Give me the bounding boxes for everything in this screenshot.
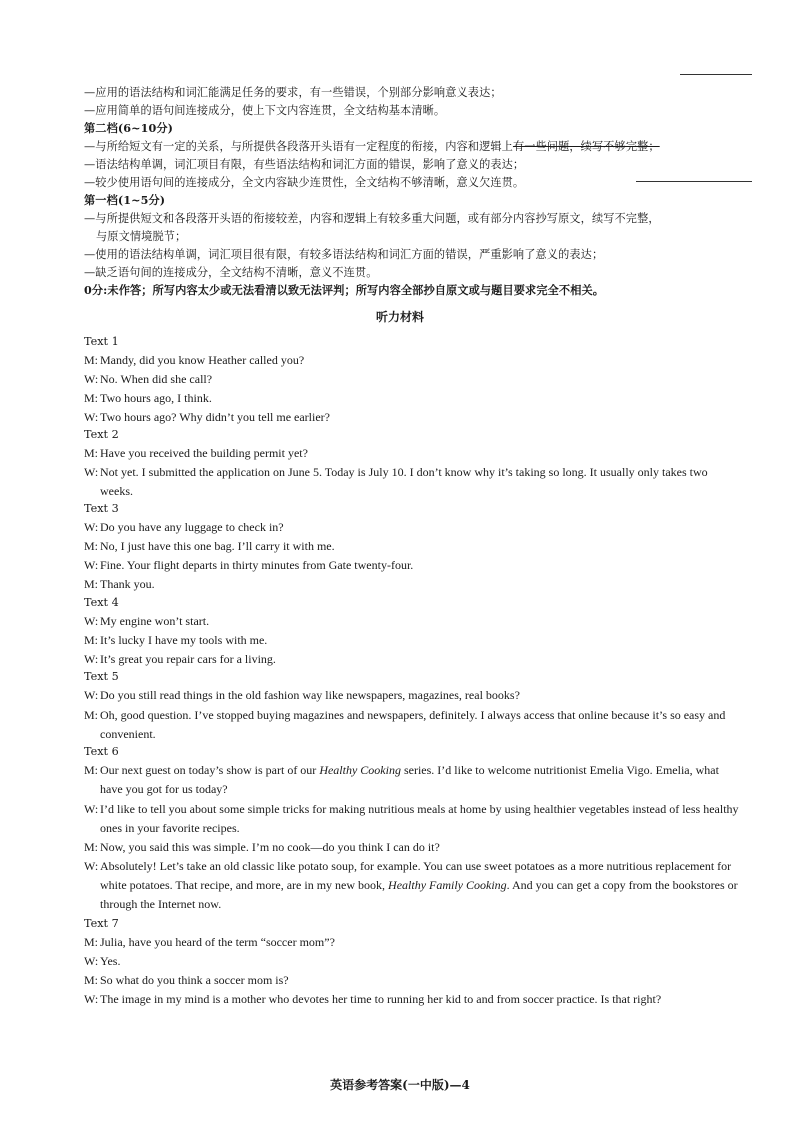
utterance: Have you received the building permit yet? xyxy=(100,446,308,460)
dialogue-line xyxy=(84,612,740,631)
speaker: M: xyxy=(84,840,99,854)
speaker: W: xyxy=(84,992,99,1006)
dialogue-line xyxy=(84,686,740,705)
dialogue-line xyxy=(84,444,740,463)
dialogue-line xyxy=(84,650,740,669)
utterance-part: Our next guest on today’s show is part of our xyxy=(100,763,320,777)
dialogue-line xyxy=(84,933,740,952)
book-title: Healthy Family Cooking xyxy=(388,878,507,892)
dialogue-line xyxy=(84,389,740,408)
utterance: I’d like to tell you about some simple tricks for making nutritious meals at home by using healthier vegetables instead of less healthy ones in your favorite recipes. xyxy=(100,802,739,835)
blank-line-top xyxy=(680,74,752,75)
dialogue-line xyxy=(84,857,740,914)
rubric-line xyxy=(84,138,745,154)
speaker: W: xyxy=(84,802,99,816)
speaker: M: xyxy=(84,935,99,949)
dialogue-line xyxy=(84,463,740,501)
speaker: M: xyxy=(84,353,99,367)
speaker: M: xyxy=(84,539,99,553)
rubric-text: —与所给短文有一定的关系，与所提供各段落开头语有一定程度的衔接，内容和逻辑上 xyxy=(84,140,513,153)
utterance: Oh, good question. I’ve stopped buying magazines and newspapers, definitely. I always access that online because it’s so easy and convenient. xyxy=(100,708,726,741)
dialogue-line xyxy=(84,408,740,427)
speaker: M: xyxy=(84,446,99,460)
utterance: Do you have any luggage to check in? xyxy=(100,520,284,534)
utterance: Fine. Your flight departs in thirty minutes from Gate twenty-four. xyxy=(100,558,414,572)
utterance: Julia, have you heard of the term “soccer mom”? xyxy=(100,935,335,949)
speaker: W: xyxy=(84,859,99,873)
speaker: M: xyxy=(84,633,99,647)
rubric-line: 0分:未作答；所写内容太少或无法看清以致无法评判；所写内容全部抄自原文或与题目要求完全不相关。 xyxy=(84,283,605,297)
text-label: Text 4 xyxy=(84,596,119,609)
rubric-line: —应用的语法结构和词汇能满足任务的要求，有一些错误，个别部分影响意义表达； xyxy=(84,86,502,99)
rubric-line: —与所提供短文和各段落开头语的衔接较差，内容和逻辑上有较多重大问题，或有部分内容抄写原文，续写不完整， xyxy=(84,212,660,225)
speaker: W: xyxy=(84,614,99,628)
text-label: Text 3 xyxy=(84,502,119,515)
utterance: The image in my mind is a mother who devotes her time to running her kid to and from soccer practice. Is that right? xyxy=(100,992,662,1006)
rubric-line: —较少使用语句间的连接成分，全文内容缺少连贯性，全文结构不够清晰，意义欠连贯。 xyxy=(84,176,525,189)
page-footer: 英语参考答案(一中版)—4 xyxy=(330,1078,470,1092)
speaker: W: xyxy=(84,520,99,534)
utterance-part: Absolutely! Let’s take an old classic like potato soup, for example. You can use sweet potatoes as a more nutritious replacement for white potatoes. That recipe, and more, are in my new book, xyxy=(100,859,732,892)
utterance: Two hours ago? Why didn’t you tell me earlier? xyxy=(100,410,330,424)
rubric-line: —应用简单的语句间连接成分，使上下文内容连贯，全文结构基本清晰。 xyxy=(84,104,446,117)
text-label: Text 1 xyxy=(84,335,119,348)
dialogue-line xyxy=(84,971,740,990)
utterance: It’s lucky I have my tools with me. xyxy=(100,633,268,647)
utterance xyxy=(100,857,740,914)
text-label: Text 6 xyxy=(84,745,119,758)
utterance: Two hours ago, I think. xyxy=(100,391,212,405)
rubric-text-struck: 有一些问题，续写不够完整； xyxy=(512,140,660,153)
text-label: Text 7 xyxy=(84,917,119,930)
dialogue-line xyxy=(84,370,740,389)
speaker: W: xyxy=(84,372,99,386)
speaker: M: xyxy=(84,763,99,777)
dialogue-line xyxy=(84,556,740,575)
dialogue-line xyxy=(84,631,740,650)
speaker: W: xyxy=(84,558,99,572)
utterance: No, I just have this one bag. I’ll carry it with me. xyxy=(100,539,335,553)
utterance-part: series. I’d like to welcome nutritionist Emelia Vigo. Emelia, what have you got for us today? xyxy=(100,763,719,796)
speaker: M: xyxy=(84,708,99,722)
dialogue-line xyxy=(84,838,740,857)
book-series-title: Healthy Cooking xyxy=(319,763,401,777)
utterance: So what do you think a soccer mom is? xyxy=(100,973,289,987)
utterance: No. When did she call? xyxy=(100,372,213,386)
dialogue-line xyxy=(84,952,740,971)
utterance: Yes. xyxy=(100,954,121,968)
speaker: M: xyxy=(84,391,99,405)
utterance xyxy=(100,761,740,799)
dialogue-line xyxy=(84,575,740,594)
dialogue-line xyxy=(84,990,740,1009)
text-label: Text 2 xyxy=(84,428,119,441)
dialogue-line xyxy=(84,761,740,799)
utterance: My engine won’t start. xyxy=(100,614,210,628)
speaker: W: xyxy=(84,410,99,424)
utterance-part: . And you can get a copy from the bookstores or through the Internet now. xyxy=(100,878,738,911)
dialogue-line xyxy=(84,518,740,537)
speaker: M: xyxy=(84,577,99,591)
rubric-grade-heading: 第二档(6~10分) xyxy=(84,121,174,135)
dialogue-line xyxy=(84,800,740,838)
dialogue-line xyxy=(84,537,740,556)
utterance: Now, you said this was simple. I’m no cook—do you think I can do it? xyxy=(100,840,440,854)
speaker: M: xyxy=(84,973,99,987)
section-title: 听力材料 xyxy=(375,310,424,324)
rubric-line: 与原文情境脱节； xyxy=(96,230,187,243)
rubric-line: —缺乏语句间的连接成分，全文结构不清晰，意义不连贯。 xyxy=(84,266,378,279)
text-label: Text 5 xyxy=(84,670,119,683)
speaker: W: xyxy=(84,652,99,666)
speaker: W: xyxy=(84,954,99,968)
utterance: It’s great you repair cars for a living. xyxy=(100,652,276,666)
speaker: W: xyxy=(84,688,99,702)
utterance: Mandy, did you know Heather called you? xyxy=(100,353,305,367)
rubric-line: —使用的语法结构单调，词汇项目很有限，有较多语法结构和词汇方面的错误，严重影响了意义的表达； xyxy=(84,248,604,261)
utterance: Not yet. I submitted the application on June 5. Today is July 10. I don’t know why it’s taking so long. It usually only takes two weeks. xyxy=(100,465,708,498)
utterance: Thank you. xyxy=(100,577,155,591)
speaker: W: xyxy=(84,465,99,479)
rubric-grade-heading: 第一档(1~5分) xyxy=(84,193,166,207)
dialogue-line xyxy=(84,706,740,744)
utterance: Do you still read things in the old fashion way like newspapers, magazines, real books? xyxy=(100,688,520,702)
dialogue-line xyxy=(84,351,740,370)
rubric-line: —语法结构单调，词汇项目有限，有些语法结构和词汇方面的错误，影响了意义的表达； xyxy=(84,158,525,171)
